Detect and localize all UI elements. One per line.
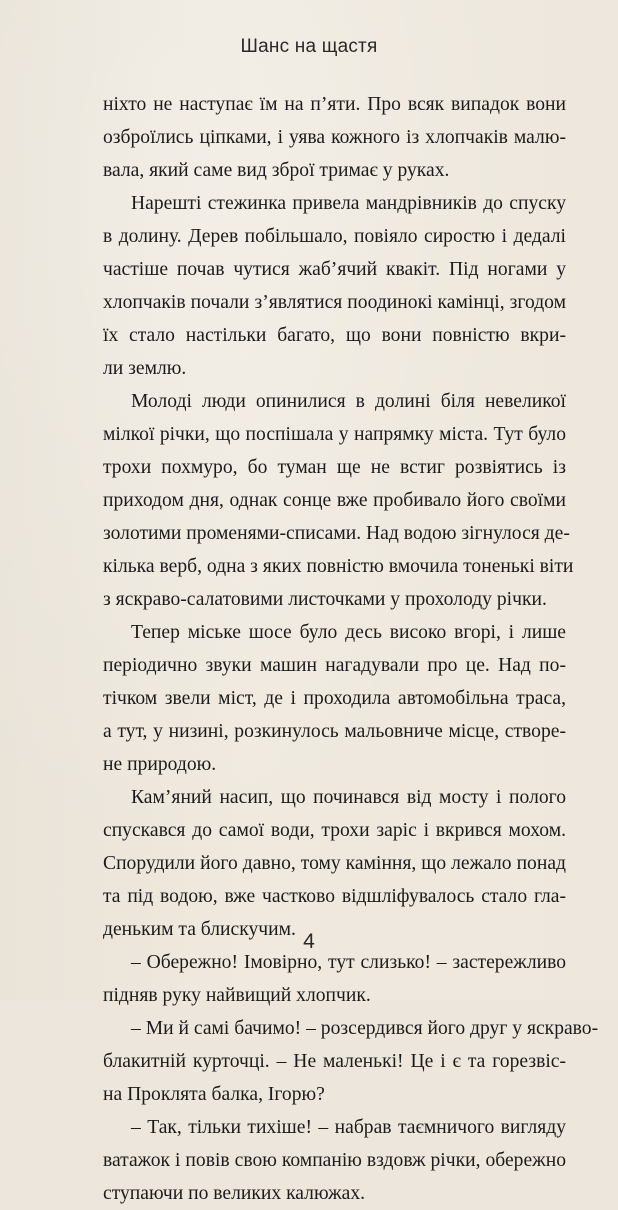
text-line: приходом дня, однак сонце вже пробивало його своїми — [103, 490, 566, 511]
text-line: в долину. Дерев побільшало, повіяло сиростю і дедалі — [103, 226, 566, 247]
text-line: ватажок і повів свою компанію вздовж річки, обережно — [103, 1150, 566, 1171]
text-line: трохи похмуро, бо туман ще не встиг розвіятись із — [103, 457, 566, 478]
text-line: підняв руку найвищий хлопчик. — [103, 985, 371, 1006]
text-line: на Проклята балка, Ігорю? — [103, 1084, 325, 1105]
text-line: Нарешті стежинка привела мандрівників до спуску — [131, 193, 566, 214]
text-line: частіше почав чутися жаб’ячий квакіт. Під ногами у — [103, 259, 566, 280]
text-line: Спорудили його давно, тому каміння, що лежало понад — [103, 853, 566, 874]
text-line: Молоді люди опинилися в долині біля невеликої — [131, 391, 566, 412]
text-line: деньким та блискучим. — [103, 919, 296, 940]
text-line: – Ми й самі бачимо! – розсердився його друг у яскраво- — [131, 1018, 599, 1039]
text-line: з яскраво-салатовими листочками у прохолоду річки. — [103, 589, 547, 610]
text-line: ли землю. — [103, 358, 187, 379]
text-line: спускався до самої води, трохи заріс і вкрився мохом. — [103, 820, 566, 841]
text-line: золотими променями-списами. Над водою зігнулося де- — [103, 523, 570, 544]
text-line: а тут, у низині, розкинулось мальовниче місце, створе- — [103, 721, 566, 742]
text-line: хлопчаків почали з’являтися поодинокі камінці, згодом — [103, 292, 566, 313]
text-line: блакитній курточці. – Не маленькі! Це і є та горезвіс- — [103, 1051, 566, 1072]
text-line: озброїлись ціпками, і уява кожного із хлопчаків малю- — [103, 127, 566, 148]
text-line: – Так, тільки тихіше! – набрав таємничого вигляду — [131, 1117, 566, 1138]
text-line: ніхто не наступає їм на п’яти. Про всяк випадок вони — [103, 94, 566, 115]
text-line: кілька верб, одна з яких повністю вмочила тоненькі віти — [103, 556, 574, 577]
text-line: – Обережно! Імовірно, тут слизько! – застережливо — [131, 952, 566, 973]
text-line: мілкої річки, що поспішала у напрямку міста. Тут було — [103, 424, 566, 445]
text-line: та під водою, вже частково відшліфувалось стало гла- — [103, 886, 566, 907]
running-head: Шанс на щастя — [240, 36, 378, 57]
text-line: ступаючи по великих калюжах. — [103, 1183, 366, 1204]
text-line: Тепер міське шосе було десь високо вгорі, і лише — [131, 622, 566, 643]
text-line: їх стало настільки багато, що вони повністю вкри- — [103, 325, 566, 346]
body-text — [103, 88, 599, 1210]
page-number: 4 — [303, 930, 315, 953]
text-line: тічком звели міст, де і проходила автомобільна траса, — [103, 688, 566, 709]
text-line: періодично звуки машин нагадували про це. Над по- — [103, 655, 566, 676]
text-line: не природою. — [103, 754, 217, 775]
text-line: вала, який саме вид зброї тримає у руках. — [103, 160, 450, 181]
text-line: Кам’яний насип, що починався від мосту і полого — [131, 787, 566, 808]
